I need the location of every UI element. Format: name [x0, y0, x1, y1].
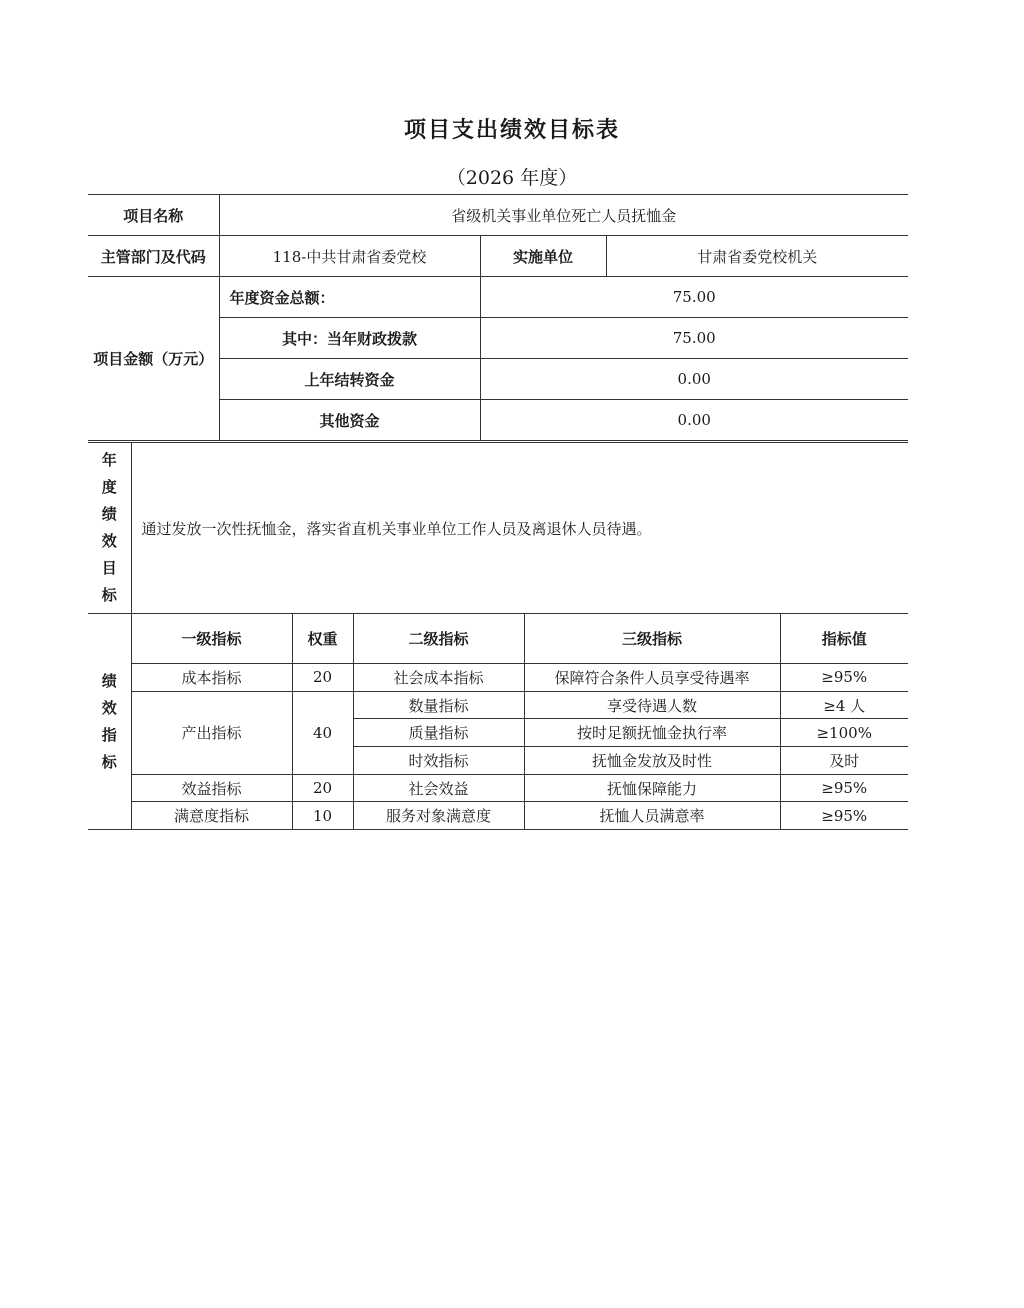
header-level3: 三级指标 [524, 614, 780, 664]
value-cell: ≥4 人 [780, 691, 908, 719]
level2-cell: 服务对象满意度 [353, 802, 524, 830]
header-level2: 二级指标 [353, 614, 524, 664]
table-row [88, 691, 908, 719]
annual-goal-label-char: 度 [101, 478, 117, 496]
total-funds-value: 75.00 [480, 277, 908, 318]
value-cell: ≥100% [780, 719, 908, 747]
project-info-table [88, 194, 908, 441]
total-funds-row [88, 277, 908, 318]
total-funds-label: 年度资金总额： [219, 277, 480, 318]
indicators-label-char: 效 [101, 698, 117, 717]
carryover-funds-value: 0.00 [480, 359, 908, 400]
dept-row [88, 236, 908, 277]
fiscal-funds-value: 75.00 [480, 318, 908, 359]
level2-cell: 质量指标 [353, 719, 524, 747]
project-name-value: 省级机关事业单位死亡人员抚恤金 [219, 195, 908, 236]
value-cell: ≥95% [780, 802, 908, 830]
carryover-funds-label: 上年结转资金 [219, 359, 480, 400]
annual-goal-table [88, 442, 908, 614]
level2-cell: 数量指标 [353, 691, 524, 719]
weight-cell: 40 [292, 691, 353, 774]
annual-goal-label [88, 443, 131, 614]
header-level1: 一级指标 [131, 614, 292, 664]
dept-value: 118-中共甘肃省委党校 [219, 236, 480, 277]
amount-label: 项目金额（万元） [88, 277, 219, 441]
annual-goal-label-char: 效 [101, 532, 117, 550]
indicators-label [88, 614, 131, 830]
annual-goal-label-char: 目 [101, 559, 117, 577]
level3-cell: 抚恤金发放及时性 [524, 747, 780, 775]
level2-cell: 社会效益 [353, 774, 524, 802]
level3-cell: 抚恤人员满意率 [524, 802, 780, 830]
level1-cell: 产出指标 [131, 691, 292, 774]
annual-goal-text: 通过发放一次性抚恤金，落实省直机关事业单位工作人员及离退休人员待遇。 [131, 443, 908, 614]
weight-cell: 20 [292, 774, 353, 802]
value-cell: ≥95% [780, 774, 908, 802]
header-weight: 权重 [292, 614, 353, 664]
dept-label: 主管部门及代码 [88, 236, 219, 277]
table-row [88, 774, 908, 802]
project-name-row [88, 195, 908, 236]
annual-goal-label-char: 绩 [101, 505, 117, 523]
annual-goal-row [88, 443, 908, 614]
fiscal-funds-label: 其中：当年财政拨款 [219, 318, 480, 359]
impl-unit-label: 实施单位 [480, 236, 606, 277]
weight-cell: 20 [292, 664, 353, 692]
impl-unit-value: 甘肃省委党校机关 [606, 236, 908, 277]
page-subtitle: （2026 年度） [446, 167, 578, 189]
indicators-header-row [88, 614, 908, 664]
project-name-label: 项目名称 [88, 195, 219, 236]
level3-cell: 按时足额抚恤金执行率 [524, 719, 780, 747]
indicators-table [88, 613, 908, 830]
value-cell: ≥95% [780, 664, 908, 692]
other-funds-label: 其他资金 [219, 400, 480, 441]
level3-cell: 保障符合条件人员享受待遇率 [524, 664, 780, 692]
indicators-label-char: 标 [101, 752, 117, 771]
level1-cell: 满意度指标 [131, 802, 292, 830]
table-row [88, 664, 908, 692]
indicators-label-char: 指 [101, 725, 117, 744]
value-cell: 及时 [780, 747, 908, 775]
page-title: 项目支出绩效目标表 [403, 117, 620, 143]
weight-cell: 10 [292, 802, 353, 830]
header-value: 指标值 [780, 614, 908, 664]
annual-goal-label-char: 标 [101, 586, 117, 604]
level2-cell: 时效指标 [353, 747, 524, 775]
table-row [88, 802, 908, 830]
other-funds-value: 0.00 [480, 400, 908, 441]
annual-goal-label-char: 年 [101, 451, 117, 469]
level3-cell: 享受待遇人数 [524, 691, 780, 719]
level1-cell: 效益指标 [131, 774, 292, 802]
level3-cell: 抚恤保障能力 [524, 774, 780, 802]
level1-cell: 成本指标 [131, 664, 292, 692]
indicators-label-char: 绩 [101, 671, 117, 690]
level2-cell: 社会成本指标 [353, 664, 524, 692]
